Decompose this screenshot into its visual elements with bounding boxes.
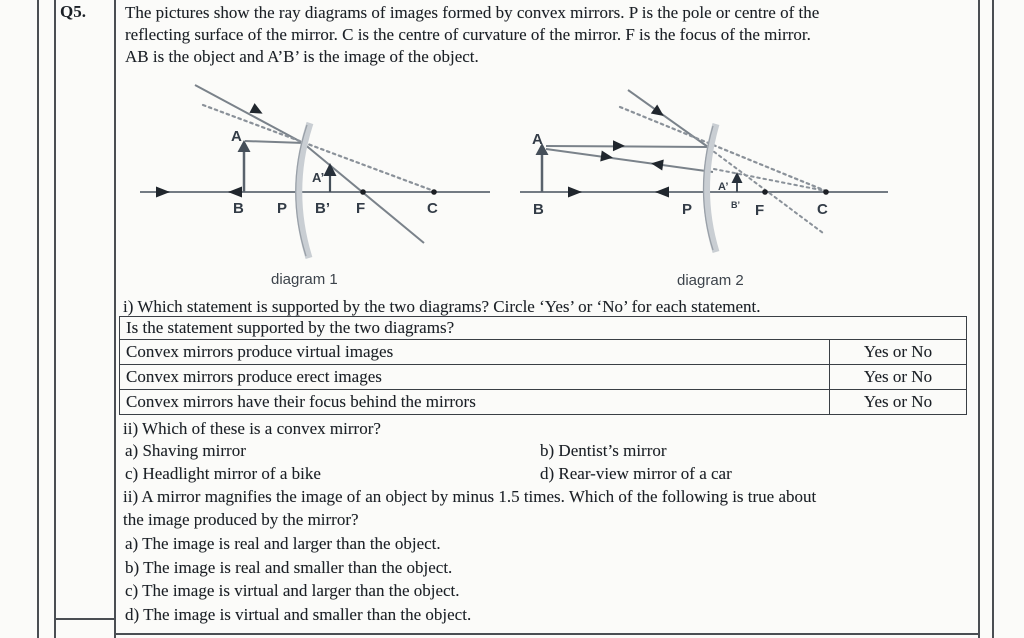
d2-centre-dot	[823, 189, 829, 195]
d2-focus-dot	[762, 189, 768, 195]
answer-cell: Yes or No	[829, 365, 966, 389]
d2-ray-toward-C	[546, 149, 713, 172]
d2-caption: diagram 2	[677, 272, 744, 289]
diagram-2	[520, 90, 888, 289]
statement-cell: Convex mirrors have their focus behind the mirrors	[126, 392, 476, 411]
option-c: c) The image is virtual and larger than the object.	[125, 581, 460, 600]
question-cell-bottom-border	[54, 618, 115, 620]
d2-parallel-ray-arrow-icon	[613, 140, 625, 151]
d1-focus-dot	[360, 189, 366, 195]
option-a: a) Shaving mirror	[125, 441, 246, 460]
d2-label-P: P	[682, 201, 693, 218]
d1-label-P: P	[277, 200, 288, 217]
d2-label-B-prime: B’	[731, 200, 740, 210]
d1-label-B: B	[233, 200, 244, 217]
d2-parallel-ray	[546, 146, 707, 147]
option-c: c) Headlight mirror of a bike	[125, 463, 321, 483]
d2-label-F: F	[755, 202, 765, 219]
d1-axis-arrow-left-icon	[228, 187, 242, 198]
d1-label-A-prime: A’	[312, 170, 325, 185]
intro-line-2: reflecting surface of the mirror. C is the centre of curvature of the mirror. F is the focus of the mirror.	[125, 25, 811, 44]
content-bottom-border	[114, 633, 978, 635]
d2-label-A-prime: A’	[718, 181, 729, 193]
option-d: d) The image is virtual and smaller than the object.	[125, 604, 472, 624]
answer-cell: Yes or No	[829, 390, 966, 414]
d2-axis-arrow-left-icon	[655, 187, 669, 198]
option-b: b) Dentist’s mirror	[540, 441, 667, 460]
yes-no-table	[119, 316, 967, 415]
d1-label-C: C	[427, 200, 438, 217]
answer-cell: Yes or No	[829, 340, 966, 364]
d1-parallel-ray	[245, 141, 304, 143]
part-iii-options	[125, 532, 471, 626]
statement-cell: Convex mirrors produce erect images	[126, 367, 382, 386]
intro-line-3: AB is the object and A’B’ is the image of the object.	[125, 47, 479, 66]
question-intro	[125, 2, 970, 68]
option-a: a) The image is real and larger than the object.	[125, 534, 441, 553]
table-header-text: Is the statement supported by the two diagrams?	[126, 318, 455, 337]
d2-dotted-ray-to-C	[620, 107, 826, 191]
d2-axis-arrow-right-icon	[568, 187, 582, 198]
table-row	[120, 364, 966, 389]
table-header-row	[120, 317, 966, 339]
statement-cell: Convex mirrors produce virtual images	[126, 342, 394, 361]
d1-incident-ray	[195, 85, 303, 143]
option-b: b) The image is real and smaller than the object.	[125, 557, 453, 577]
d1-label-B-prime: B’	[315, 200, 330, 217]
d2-ray-toward-C-arrow-icon	[600, 151, 613, 164]
part-iii-prompt-line-2: the image produced by the mirror?	[123, 510, 359, 529]
part-iii-prompt-line-1: ii) A mirror magnifies the image of an object by minus 1.5 times. Which of the following is true about	[123, 487, 817, 506]
d1-centre-dot	[431, 189, 437, 195]
d1-caption: diagram 1	[271, 271, 338, 288]
ray-diagrams-figure	[0, 80, 1024, 295]
d1-label-F: F	[356, 200, 366, 217]
part-i-prompt: i) Which statement is supported by the two diagrams? Circle ‘Yes’ or ‘No’ for each statement.	[123, 297, 761, 316]
part-ii-prompt: ii) Which of these is a convex mirror?	[123, 419, 381, 438]
option-d: d) Rear-view mirror of a car	[540, 463, 732, 483]
d2-label-B: B	[533, 201, 544, 218]
d1-label-A: A	[231, 128, 242, 145]
question-number: Q5.	[60, 2, 86, 21]
d2-label-A: A	[532, 131, 543, 148]
d2-label-C: C	[817, 201, 828, 218]
part-ii-options	[125, 440, 732, 485]
d1-axis-arrow-right-icon	[156, 187, 170, 198]
table-row	[120, 389, 966, 414]
diagram-1	[140, 85, 490, 288]
table-row	[120, 339, 966, 364]
intro-line-1: The pictures show the ray diagrams of images formed by convex mirrors. P is the pole or centre of the	[125, 3, 820, 22]
d2-dotted-ray-through-image	[714, 169, 826, 191]
part-iii-prompt	[123, 485, 968, 531]
